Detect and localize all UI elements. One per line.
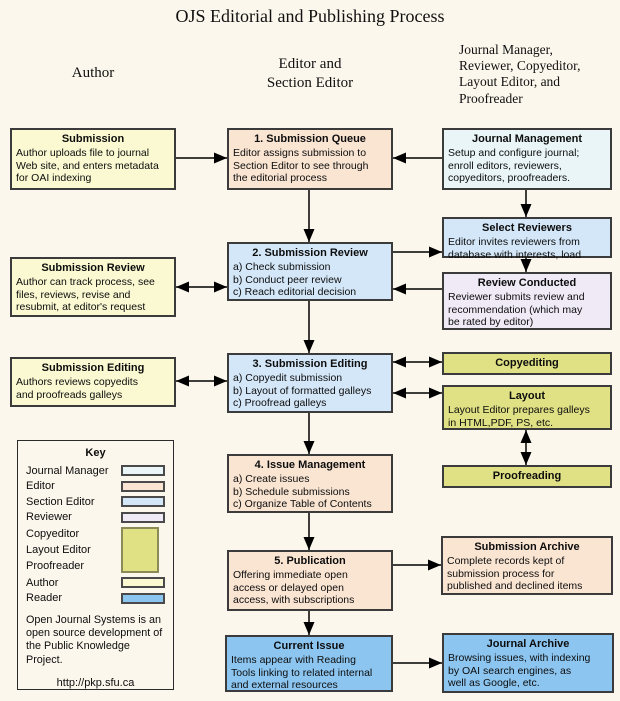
legend-label: Layout Editor [26, 543, 91, 556]
legend-row-journal-manager [26, 463, 165, 479]
box-journal-management [442, 128, 612, 190]
box-body: Offering immediate open access or delayed open access, with subscriptions [233, 569, 355, 607]
box-title: Current Issue [273, 640, 345, 652]
box-journal-archive [442, 633, 614, 693]
box-title: Select Reviewers [482, 222, 572, 234]
box-submission-queue [227, 128, 393, 190]
box-title: Submission Archive [474, 541, 580, 553]
column-header-roles: Journal Manager, Reviewer, Copyeditor, Layout Editor, and Proofreader [459, 42, 581, 106]
box-title: 1. Submission Queue [254, 133, 366, 145]
legend-label: Journal Manager [26, 464, 109, 477]
box-publication [227, 550, 393, 611]
box-body: a) Copyedit submission b) Layout of formatted galleys c) Proofread galleys [233, 372, 372, 410]
box-submission-editing-author [10, 357, 176, 407]
page-title: OJS Editorial and Publishing Process [175, 6, 445, 26]
box-title: Submission Editing [41, 362, 145, 374]
legend-label: Editor [26, 480, 55, 493]
box-current-issue [225, 635, 393, 692]
box-body: Layout Editor prepares galleys in HTML,PDF, PS, etc. [448, 404, 590, 429]
box-title: 5. Publication [274, 555, 346, 567]
legend-swatch-copyeditor-group [121, 527, 159, 573]
box-submission-editing [227, 353, 393, 413]
legend-swatch-reader [121, 593, 165, 604]
legend-label: Copyeditor [26, 527, 80, 540]
box-body: Author uploads file to journal Web site, and enters metadata for OAI indexing [16, 147, 159, 185]
box-title: 3. Submission Editing [252, 358, 368, 370]
box-copyediting [442, 352, 612, 375]
legend-row-copyeditor-group [26, 527, 165, 573]
box-title: 4. Issue Management [254, 459, 366, 471]
column-header-editor: Editor and Section Editor [266, 56, 354, 91]
legend-url: http://pkp.sfu.ca [56, 676, 135, 689]
legend-row-author [26, 575, 165, 591]
box-title: Submission Review [41, 262, 145, 274]
legend-swatch-journal-manager [121, 465, 165, 476]
box-body: Editor invites reviewers from database with interests, load [448, 236, 582, 261]
legend-swatch-reviewer [121, 512, 165, 523]
box-submission-review [227, 242, 393, 301]
box-submission-archive [441, 536, 613, 595]
box-body: Authors reviews copyedits and proofreads galleys [16, 376, 138, 401]
legend-swatch-editor [121, 481, 165, 492]
legend-row-reader [26, 591, 165, 607]
box-body: Editor assigns submission to Section Editor to see through the editorial process [233, 147, 369, 185]
box-submission [10, 128, 176, 190]
legend-label: Section Editor [26, 495, 95, 508]
box-body: Reviewer submits review and recommendation (which may be rated by editor) [448, 291, 585, 329]
legend [17, 440, 174, 690]
box-title: Journal Management [471, 133, 583, 145]
legend-label: Reviewer [26, 511, 72, 524]
box-title: Review Conducted [477, 277, 577, 289]
box-title: Layout [508, 390, 546, 402]
box-body: a) Check submission b) Conduct peer review c) Reach editorial decision [233, 261, 357, 299]
box-issue-management [227, 454, 393, 513]
box-title: Proofreading [492, 469, 562, 482]
column-header-author: Author [71, 65, 115, 81]
legend-row-editor [26, 479, 165, 495]
legend-label: Reader [26, 592, 63, 605]
box-body: Items appear with Reading Tools linking to related internal and external resources [231, 654, 373, 692]
box-submission-review-author [10, 257, 176, 317]
legend-swatch-author [121, 577, 165, 588]
box-title: 2. Submission Review [252, 247, 368, 259]
legend-swatch-section-editor [121, 496, 165, 507]
box-title: Submission [61, 133, 125, 145]
legend-row-section-editor [26, 494, 165, 510]
box-proofreading [442, 465, 612, 488]
box-review-conducted [442, 272, 612, 330]
legend-label: Proofreader [26, 560, 85, 573]
legend-title: Key [85, 447, 106, 459]
legend-note: Open Journal Systems is an open source development of the Public Knowledge Project. [26, 614, 163, 666]
box-body: a) Create issues b) Schedule submissions c) Organize Table of Contents [233, 473, 372, 511]
box-layout [442, 385, 612, 430]
box-title: Journal Archive [486, 638, 570, 650]
box-body: Author can track process, see files, reviews, revise and resubmit, at editor's request [16, 276, 155, 314]
legend-group-labels [26, 528, 91, 572]
box-body: Complete records kept of submission process for published and declined items [447, 555, 583, 593]
box-body: Setup and configure journal; enroll editors, reviewers, copyeditors, proofreaders. [448, 147, 580, 185]
legend-label: Author [26, 576, 59, 589]
box-title: Copyediting [495, 356, 559, 369]
box-body: Browsing issues, with indexing by OAI search engines, as well as Google, etc. [448, 652, 591, 690]
box-select-reviewers [442, 217, 612, 261]
legend-row-reviewer [26, 510, 165, 526]
